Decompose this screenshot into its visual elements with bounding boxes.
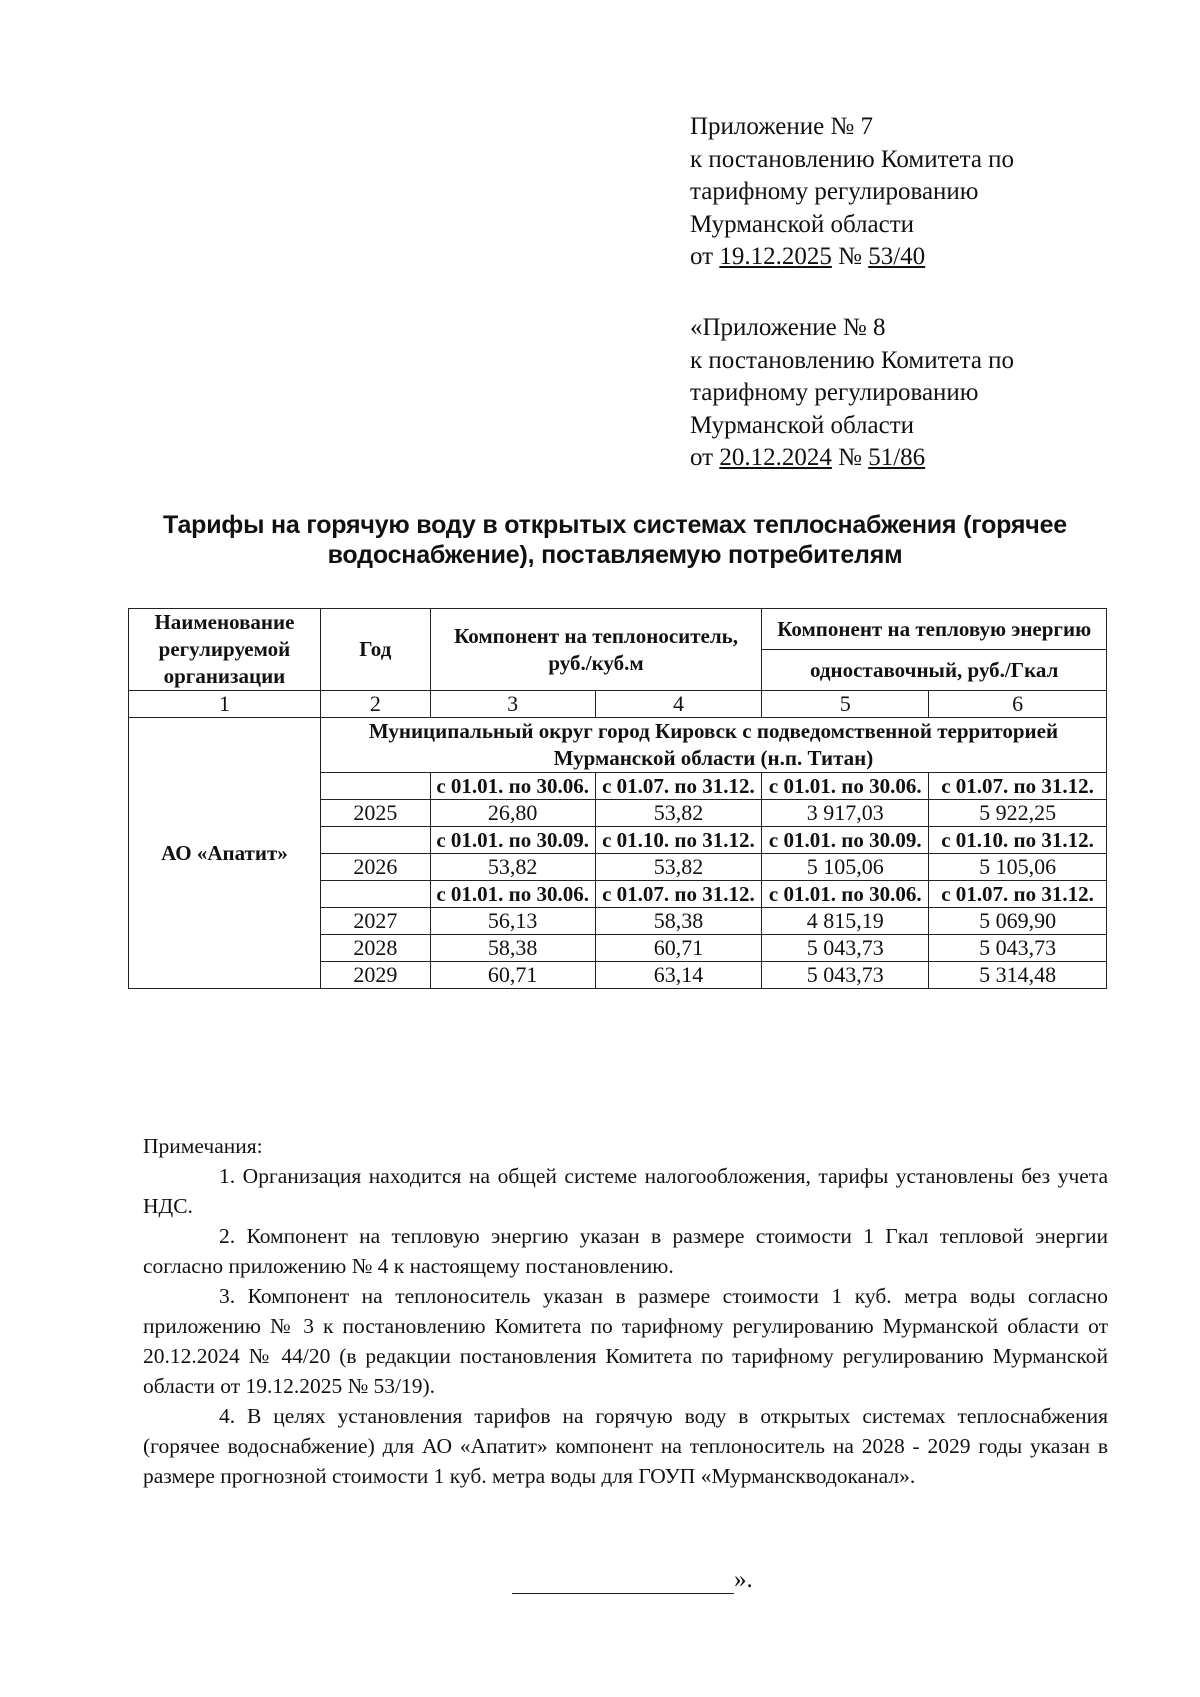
- column-number: 3: [430, 691, 595, 718]
- appendix-line: тарифному регулированию: [690, 379, 979, 406]
- header-coolant-component: Компонент на теплоноситель, руб./куб.м: [430, 609, 762, 691]
- appendix-date-line: [690, 241, 1014, 274]
- closing-quote: ».: [734, 1566, 753, 1593]
- year-cell: 2029: [320, 962, 430, 989]
- tariff-table: [128, 608, 1107, 989]
- column-number: 2: [320, 691, 430, 718]
- tariff-value: 60,71: [595, 935, 762, 962]
- period-label: с 01.01. по 30.06.: [430, 773, 595, 800]
- tariff-value: 56,13: [430, 908, 595, 935]
- tariff-value: 3 917,03: [762, 800, 929, 827]
- appendix-date: 20.12.2024: [719, 444, 832, 471]
- number-prefix: №: [838, 444, 862, 471]
- appendix-line: «Приложение № 8: [690, 314, 886, 341]
- year-cell: 2027: [320, 908, 430, 935]
- period-label: с 01.07. по 31.12.: [929, 881, 1107, 908]
- appendix-amended-header: [690, 312, 1014, 475]
- appendix-line: к постановлению Комитета по: [690, 346, 1015, 374]
- title-line: Тарифы на горячую воду в открытых системах теплоснабжения (горячее: [163, 511, 1067, 539]
- column-number: 6: [929, 691, 1107, 718]
- header-heat-component: Компонент на тепловую энергию: [762, 609, 1107, 650]
- tariff-value: 5 922,25: [929, 800, 1107, 827]
- period-label: с 01.01. по 30.06.: [762, 881, 929, 908]
- tariff-value: 58,38: [595, 908, 762, 935]
- tariff-value: 5 043,73: [762, 935, 929, 962]
- note-item: 1. Организация находится на общей системе налогообложения, тарифы установлены без учета НДС.: [143, 1164, 1108, 1218]
- tariff-value: 5 043,73: [929, 935, 1107, 962]
- appendix-current-header: [690, 111, 1014, 274]
- period-label: с 01.07. по 31.12.: [595, 881, 762, 908]
- tariff-value: 5 069,90: [929, 908, 1107, 935]
- period-label: с 01.01. по 30.09.: [430, 827, 595, 854]
- column-number: 4: [595, 691, 762, 718]
- tariff-value: 5 105,06: [762, 854, 929, 881]
- appendix-line: Приложение № 7: [690, 113, 874, 140]
- period-label: с 01.01. по 30.06.: [762, 773, 929, 800]
- appendix-line: тарифному регулированию: [690, 178, 979, 205]
- year-cell: 2026: [320, 854, 430, 881]
- tariff-value: 60,71: [430, 962, 595, 989]
- tariff-value: 58,38: [430, 935, 595, 962]
- tariff-value: 53,82: [595, 800, 762, 827]
- organization-name: АО «Апатит»: [129, 718, 321, 989]
- column-number: 1: [129, 691, 321, 718]
- period-label: с 01.07. по 31.12.: [929, 773, 1107, 800]
- notes-section: [143, 1131, 1108, 1491]
- appendix-number: 51/86: [868, 444, 926, 471]
- period-label: с 01.01. по 30.09.: [762, 827, 929, 854]
- tariff-value: 63,14: [595, 962, 762, 989]
- date-prefix: от: [690, 243, 714, 270]
- period-label: с 01.10. по 31.12.: [595, 827, 762, 854]
- document-title: [120, 510, 1110, 570]
- tariff-value: 53,82: [430, 854, 595, 881]
- column-number: 5: [762, 691, 929, 718]
- appendix-date-line: [690, 442, 1014, 475]
- year-cell: 2028: [320, 935, 430, 962]
- tariff-value: 4 815,19: [762, 908, 929, 935]
- blank-year-cell: [320, 827, 430, 854]
- note-item: 2. Компонент на тепловую энергию указан в размере стоимости 1 Гкал тепловой энергии согласно приложению № 4 к настоящему постановлению.: [143, 1224, 1108, 1278]
- period-label: с 01.07. по 31.12.: [595, 773, 762, 800]
- tariff-value: 5 105,06: [929, 854, 1107, 881]
- appendix-number: 53/40: [868, 243, 926, 270]
- note-item: 3. Компонент на теплоноситель указан в размере стоимости 1 куб. метра воды согласно приложению № 3 к постановлению Комитета по тарифному регулированию Мурманской области от 20.12.2024 № 44/20 (в редакции постановления Комитета по тарифному регулированию Мурманской области от 19.12.2025 № 53/19).: [143, 1284, 1108, 1398]
- period-label: с 01.10. по 31.12.: [929, 827, 1107, 854]
- header-year: Год: [320, 609, 430, 691]
- note-item: 4. В целях установления тарифов на горячую воду в открытых системах теплоснабжения (горячее водоснабжение) для АО «Апатит» компонент на теплоноситель на 2028 - 2029 годы указан в размере прогнозной стоимости 1 куб. метра воды для ГОУП «Мурманскводоканал».: [143, 1404, 1108, 1488]
- blank-year-cell: [320, 773, 430, 800]
- period-label: с 01.01. по 30.06.: [430, 881, 595, 908]
- appendix-line: Мурманской области: [690, 411, 915, 439]
- title-line: водоснабжение), поставляемую потребителям: [327, 541, 903, 569]
- number-prefix: №: [838, 243, 862, 270]
- header-heat-single-rate: одноставочный, руб./Гкал: [762, 650, 1107, 691]
- appendix-line: Мурманской области: [690, 210, 915, 238]
- appendix-date: 19.12.2025: [719, 243, 832, 270]
- date-prefix: от: [690, 444, 714, 471]
- closing-mark: [512, 1566, 753, 1594]
- header-organization: Наименование регулируемой организации: [129, 609, 321, 691]
- signature-line: [512, 1571, 734, 1594]
- year-cell: 2025: [320, 800, 430, 827]
- blank-year-cell: [320, 881, 430, 908]
- tariff-value: 26,80: [430, 800, 595, 827]
- tariff-value: 53,82: [595, 854, 762, 881]
- tariff-value: 5 314,48: [929, 962, 1107, 989]
- territory-name: Муниципальный округ город Кировск с подведомственной территорией Мурманской области (н.п. Титан): [320, 718, 1106, 773]
- tariff-value: 5 043,73: [762, 962, 929, 989]
- appendix-line: к постановлению Комитета по: [690, 145, 1015, 173]
- notes-title: Примечания:: [143, 1134, 263, 1158]
